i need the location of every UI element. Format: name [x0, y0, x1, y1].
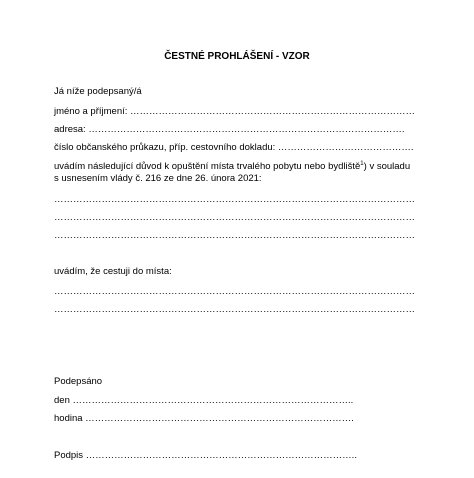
destination-blank-line-2: ……………………………………………………………………………………………………	[54, 304, 415, 315]
reason-text-b: ) v souladu	[363, 161, 411, 172]
document-title: ČESTNÉ PROHLÁŠENÍ - VZOR	[164, 51, 310, 62]
reason-blank-line-2: ……………………………………………………………………………………………………	[54, 212, 415, 223]
signed-label: Podepsáno	[54, 376, 103, 387]
destination-label: uvádím, že cestuji do místa:	[54, 266, 172, 277]
address-field-line: adresa: ……………………………………………………………………………………….	[54, 124, 405, 135]
reason-statement-line-2: s usnesením vlády č. 216 ze dne 26. února 2021:	[54, 173, 262, 184]
footnote-marker: 1	[360, 160, 364, 167]
hour-field-line: hodina ………………………………………………………………………….	[54, 413, 354, 424]
reason-blank-line-3: ……………………………………………………………………………………………………	[54, 230, 415, 241]
day-field-line: den ……………………………………………………………………………..	[54, 395, 354, 406]
signature-field-line: Podpis …………………………………………………………………………..	[54, 450, 357, 461]
intro-text: Já níže podepsaný/á	[54, 86, 142, 97]
destination-blank-line-1: ……………………………………………………………………………………………………	[54, 286, 415, 297]
reason-text-a: uvádím následující důvod k opuštění místa trvalého pobytu nebo bydliště	[54, 161, 361, 172]
reason-blank-line-1: ……………………………………………………………………………………………………	[54, 194, 415, 205]
reason-statement-line-1	[54, 161, 410, 173]
id-document-field-line: číslo občanského průkazu, příp. cestovního dokladu: …………………………………….	[54, 142, 414, 153]
name-field-line: jméno a příjmení: ………………………………………………………………………………	[54, 106, 416, 117]
